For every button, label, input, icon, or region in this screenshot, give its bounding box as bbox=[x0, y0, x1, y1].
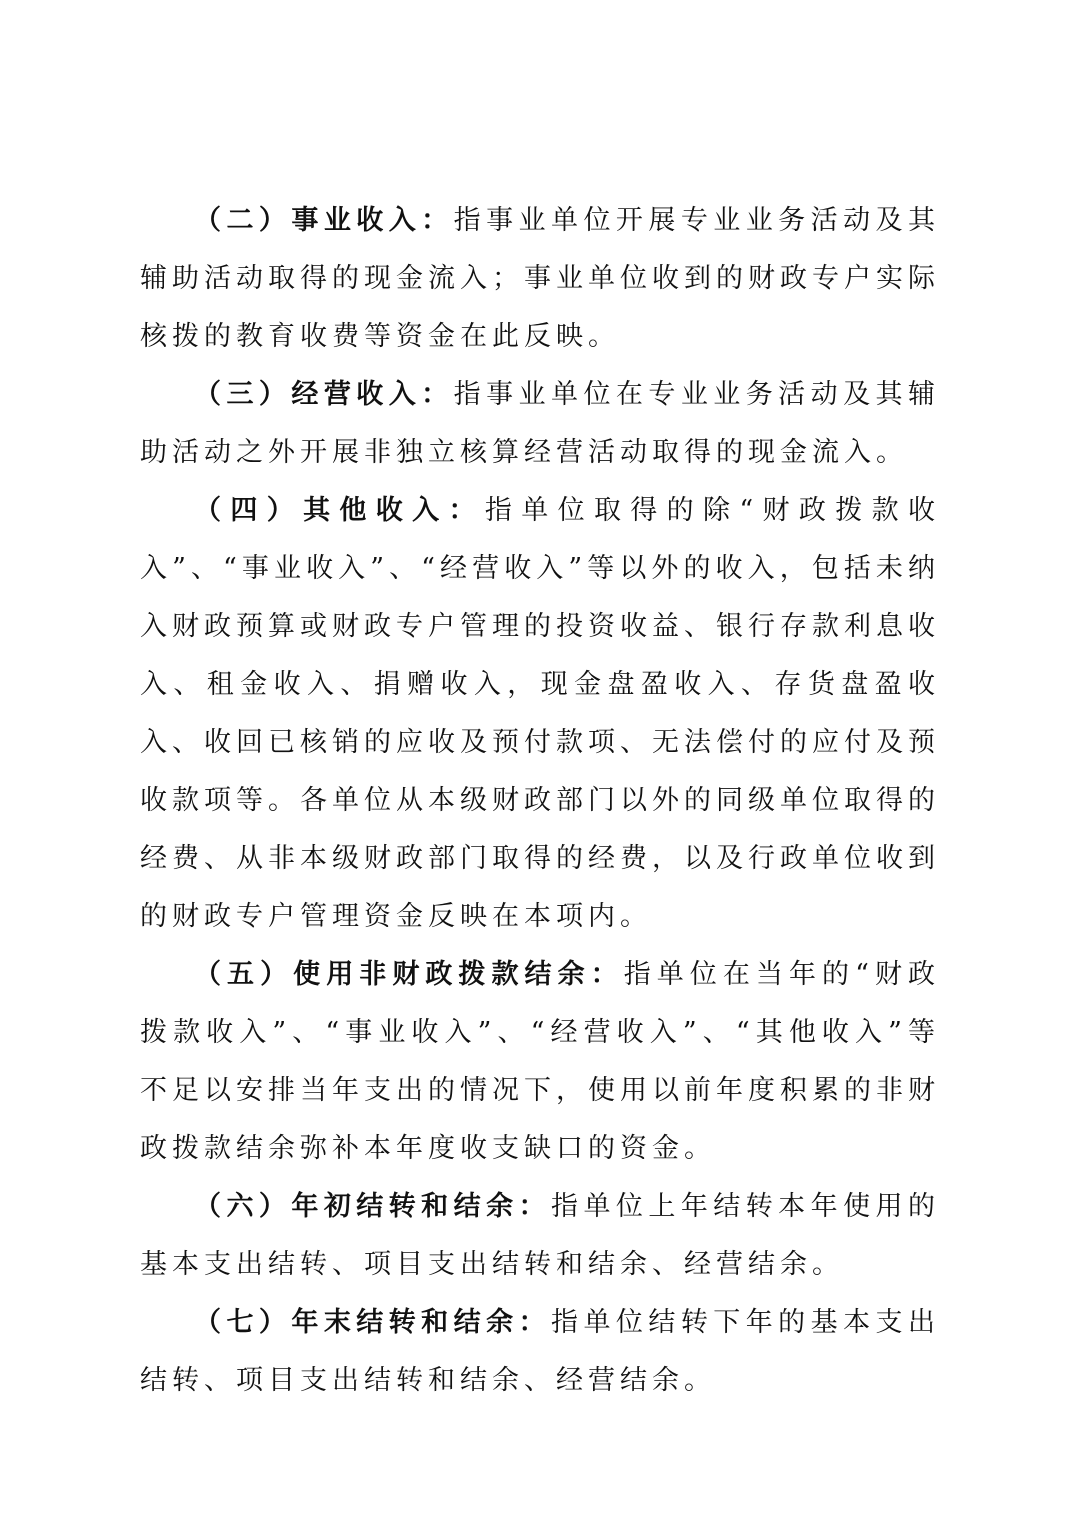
paragraph-body: 指单位上年结转本年使用的基本支出结转、项目支出结转和结余、经营结余。 bbox=[140, 1191, 940, 1280]
paragraph-heading: （二）事业收入： bbox=[194, 205, 454, 236]
paragraph-heading: （四）其他收入： bbox=[194, 495, 485, 526]
paragraph-qita-shouru bbox=[140, 482, 940, 946]
paragraph-nianmo-jiezhuan bbox=[140, 1294, 940, 1410]
paragraph-nianchu-jiezhuan bbox=[140, 1178, 940, 1294]
paragraph-shiye-shouru bbox=[140, 192, 940, 366]
paragraph-body: 指单位结转下年的基本支出结转、项目支出结转和结余、经营结余。 bbox=[140, 1307, 940, 1396]
paragraph-heading: （五）使用非财政拨款结余： bbox=[194, 959, 624, 990]
paragraph-jingying-shouru bbox=[140, 366, 940, 482]
paragraph-body: 指事业单位在专业业务活动及其辅助活动之外开展非独立核算经营活动取得的现金流入。 bbox=[140, 379, 941, 468]
paragraph-heading: （三）经营收入： bbox=[194, 379, 454, 410]
paragraph-shiyong-fei-caizheng-jieyu bbox=[140, 946, 940, 1178]
paragraph-body: 指单位取得的除“财政拨款收入”、“事业收入”、“经营收入”等以外的收入，包括未纳入财政预算或财政专户管理的投资收益、银行存款利息收入、租金收入、捐赠收入，现金盘盈收入、存货盘盈收入、收回已核销的应收及预付款项、无法偿付的应付及预收款项等。各单位从本级财政部门以外的同级单位取得的经费、从非本级财政部门取得的经费，以及行政单位收到的财政专户管理资金反映在本项内。 bbox=[140, 495, 940, 932]
document-page bbox=[140, 192, 940, 1410]
paragraph-body: 指单位在当年的“财政拨款收入”、“事业收入”、“经营收入”、“其他收入”等不足以安排当年支出的情况下，使用以前年度积累的非财政拨款结余弥补本年度收支缺口的资金。 bbox=[140, 959, 940, 1164]
paragraph-body: 指事业单位开展专业业务活动及其辅助活动取得的现金流入；事业单位收到的财政专户实际核拨的教育收费等资金在此反映。 bbox=[140, 205, 941, 352]
paragraph-heading: （六）年初结转和结余： bbox=[194, 1191, 551, 1222]
paragraph-heading: （七）年末结转和结余： bbox=[194, 1307, 551, 1338]
